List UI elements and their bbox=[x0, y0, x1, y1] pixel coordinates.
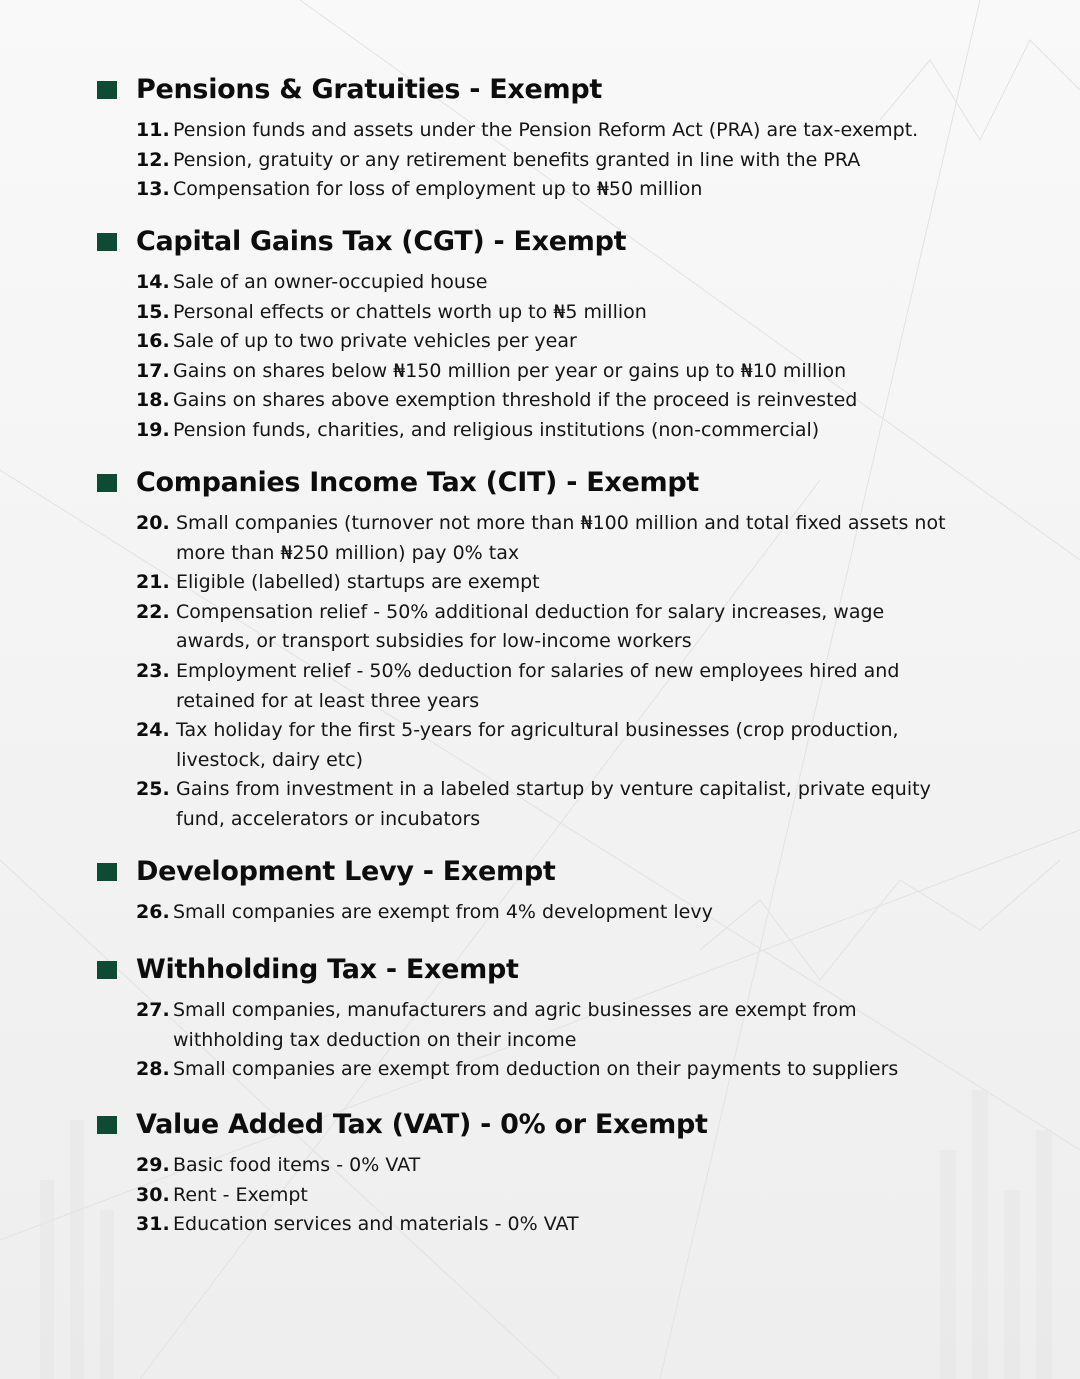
square-bullet-icon bbox=[97, 863, 117, 881]
section-title: Development Levy - Exempt bbox=[136, 856, 556, 887]
item-number: 11. bbox=[136, 119, 170, 141]
item-text: Pension, gratuity or any retirement benefits granted in line with the PRA bbox=[173, 148, 861, 171]
list-item bbox=[0, 1181, 1080, 1211]
list-item bbox=[0, 268, 1080, 298]
section-cit bbox=[0, 464, 1080, 835]
item-number: 17. bbox=[136, 359, 170, 382]
item-number: 23. bbox=[136, 659, 170, 682]
section-title: Companies Income Tax (CIT) - Exempt bbox=[136, 467, 699, 498]
item-text: Pension funds and assets under the Pension Reform Act (PRA) are tax-exempt. bbox=[173, 119, 919, 141]
item-text: Small companies, manufacturers and agric businesses are exempt from bbox=[173, 999, 857, 1021]
item-number: 28. bbox=[136, 1058, 170, 1081]
square-bullet-icon bbox=[97, 233, 117, 251]
item-text: Education services and materials - 0% VAT bbox=[173, 1213, 579, 1236]
item-text: Personal effects or chattels worth up to ₦5 million bbox=[173, 300, 647, 323]
item-text-continued: awards, or transport subsidies for low-income workers bbox=[176, 630, 692, 653]
item-number: 31. bbox=[136, 1213, 170, 1236]
list-item bbox=[0, 598, 1080, 657]
item-list bbox=[0, 996, 1080, 1085]
item-list bbox=[0, 509, 1080, 835]
list-item bbox=[0, 657, 1080, 716]
item-text: Small companies are exempt from deduction on their payments to suppliers bbox=[173, 1058, 899, 1081]
item-number: 24. bbox=[136, 719, 170, 742]
item-number: 12. bbox=[136, 148, 170, 171]
item-text-continued: withholding tax deduction on their income bbox=[173, 1028, 577, 1051]
list-item bbox=[0, 1055, 1080, 1085]
item-number: 29. bbox=[136, 1154, 170, 1176]
item-text: Sale of up to two private vehicles per year bbox=[173, 330, 577, 353]
item-text-continued: more than ₦250 million) pay 0% tax bbox=[176, 541, 520, 564]
square-bullet-icon bbox=[97, 81, 117, 99]
list-item bbox=[0, 775, 1080, 834]
section-development-levy bbox=[0, 853, 1080, 928]
list-item bbox=[0, 327, 1080, 357]
section-header bbox=[0, 951, 1080, 991]
square-bullet-icon bbox=[97, 1116, 117, 1134]
item-number: 13. bbox=[136, 178, 170, 201]
item-number: 18. bbox=[136, 389, 170, 412]
item-number: 22. bbox=[136, 600, 170, 623]
list-item bbox=[0, 357, 1080, 387]
item-number: 20. bbox=[136, 512, 170, 534]
item-list bbox=[0, 898, 1080, 928]
item-text: Gains from investment in a labeled startup by venture capitalist, private equity bbox=[176, 778, 931, 801]
item-text: Pension funds, charities, and religious institutions (non-commercial) bbox=[173, 418, 820, 441]
item-number: 30. bbox=[136, 1183, 170, 1206]
item-number: 16. bbox=[136, 330, 170, 353]
square-bullet-icon bbox=[97, 961, 117, 979]
list-item bbox=[0, 1151, 1080, 1181]
item-number: 27. bbox=[136, 999, 170, 1021]
section-cgt bbox=[0, 223, 1080, 446]
list-item bbox=[0, 716, 1080, 775]
section-pensions bbox=[0, 71, 1080, 205]
list-item bbox=[0, 386, 1080, 416]
list-item bbox=[0, 568, 1080, 598]
list-item bbox=[0, 996, 1080, 1055]
item-text-continued: livestock, dairy etc) bbox=[176, 748, 364, 771]
list-item bbox=[0, 509, 1080, 568]
section-title: Capital Gains Tax (CGT) - Exempt bbox=[136, 226, 627, 257]
section-title: Pensions & Gratuities - Exempt bbox=[136, 74, 603, 105]
list-item bbox=[0, 298, 1080, 328]
section-title: Value Added Tax (VAT) - 0% or Exempt bbox=[136, 1109, 708, 1140]
square-bullet-icon bbox=[97, 474, 117, 492]
item-list bbox=[0, 268, 1080, 446]
list-item bbox=[0, 116, 1080, 146]
item-number: 19. bbox=[136, 418, 170, 441]
item-text: Small companies (turnover not more than ₦100 million and total fixed assets not bbox=[176, 512, 946, 534]
item-text: Small companies are exempt from 4% development levy bbox=[173, 901, 713, 923]
item-text-continued: fund, accelerators or incubators bbox=[176, 807, 481, 830]
item-list bbox=[0, 1151, 1080, 1240]
item-number: 14. bbox=[136, 271, 170, 293]
section-header bbox=[0, 1106, 1080, 1146]
item-text: Gains on shares above exemption threshold if the proceed is reinvested bbox=[173, 389, 858, 412]
item-text-continued: retained for at least three years bbox=[176, 689, 480, 712]
item-number: 21. bbox=[136, 571, 170, 594]
item-text: Sale of an owner-occupied house bbox=[173, 271, 488, 293]
section-withholding-tax bbox=[0, 951, 1080, 1085]
section-header bbox=[0, 464, 1080, 504]
item-text: Compensation for loss of employment up to ₦50 million bbox=[173, 178, 703, 201]
list-item bbox=[0, 1210, 1080, 1240]
item-text: Employment relief - 50% deduction for salaries of new employees hired and bbox=[176, 659, 900, 682]
list-item bbox=[0, 175, 1080, 205]
item-text: Tax holiday for the first 5-years for agricultural businesses (crop production, bbox=[176, 719, 899, 742]
section-header bbox=[0, 223, 1080, 263]
section-title: Withholding Tax - Exempt bbox=[136, 954, 519, 985]
item-text: Basic food items - 0% VAT bbox=[173, 1154, 421, 1176]
section-header bbox=[0, 71, 1080, 111]
section-header bbox=[0, 853, 1080, 893]
item-number: 25. bbox=[136, 778, 170, 801]
item-text: Compensation relief - 50% additional deduction for salary increases, wage bbox=[176, 600, 885, 623]
list-item bbox=[0, 416, 1080, 446]
section-vat bbox=[0, 1106, 1080, 1240]
list-item bbox=[0, 898, 1080, 928]
item-number: 26. bbox=[136, 901, 170, 923]
item-text: Eligible (labelled) startups are exempt bbox=[176, 571, 540, 594]
item-list bbox=[0, 116, 1080, 205]
item-text: Gains on shares below ₦150 million per year or gains up to ₦10 million bbox=[173, 359, 847, 382]
item-text: Rent - Exempt bbox=[173, 1183, 308, 1206]
list-item bbox=[0, 146, 1080, 176]
item-number: 15. bbox=[136, 300, 170, 323]
